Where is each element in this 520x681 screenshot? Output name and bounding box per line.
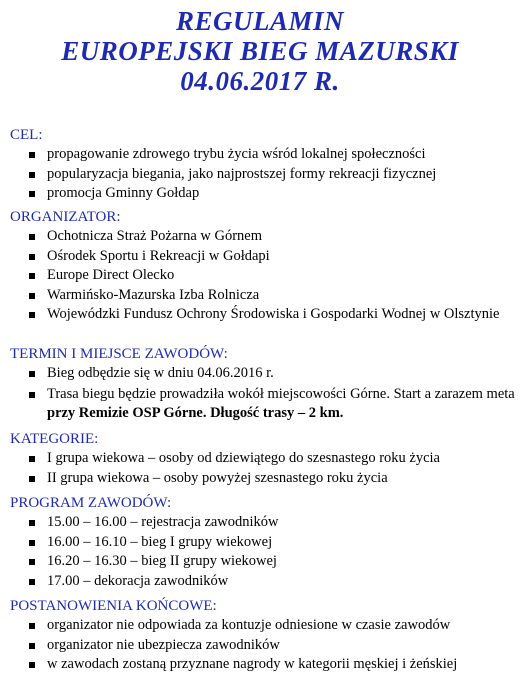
list-item-text: 15.00 – 16.00 – rejestracja zawodników bbox=[47, 514, 279, 530]
list-item bbox=[10, 145, 515, 165]
list-item bbox=[10, 266, 515, 286]
list-item bbox=[10, 513, 515, 533]
section-kategorie bbox=[10, 430, 515, 488]
list-item-text: w zawodach zostaną przyznane nagrody w kategorii męskiej i żeńskiej bbox=[47, 656, 458, 672]
list-item-text: promocja Gminny Gołdap bbox=[47, 185, 200, 201]
list-item-text: Warmińsko-Mazurska Izba Rolnicza bbox=[47, 286, 260, 303]
bullet-icon bbox=[29, 540, 35, 546]
bullet-icon bbox=[29, 476, 35, 482]
bullet-icon bbox=[29, 172, 35, 178]
bullet-icon bbox=[29, 456, 35, 462]
list-item-text: II grupa wiekowa – osoby powyżej szesnastego roku życia bbox=[47, 469, 388, 486]
section-heading: PROGRAM ZAWODÓW: bbox=[10, 495, 172, 511]
list-item-text: Trasa biegu będzie prowadziła wokół miejscowości Górne. Start a zarazem meta bbox=[47, 385, 515, 402]
section-program bbox=[10, 494, 515, 591]
bullet-icon bbox=[29, 392, 35, 398]
list-item bbox=[10, 385, 515, 424]
bullet-list bbox=[10, 616, 515, 675]
section-postanowienia bbox=[10, 597, 515, 675]
list-item-text: Bieg odbędzie się w dniu 04.06.2016 r. bbox=[47, 365, 274, 381]
list-item bbox=[10, 165, 515, 185]
list-item-text: propagowanie zdrowego trybu życia wśród lokalnej społeczności bbox=[47, 146, 426, 162]
list-item bbox=[10, 572, 515, 592]
list-item bbox=[10, 655, 515, 675]
list-item-text: Europe Direct Olecko bbox=[47, 267, 175, 283]
bullet-icon bbox=[29, 191, 35, 197]
list-item bbox=[10, 636, 515, 656]
bullet-icon bbox=[29, 234, 35, 240]
bullet-list bbox=[10, 227, 515, 325]
title-line-1: REGULAMIN bbox=[175, 6, 345, 36]
bullet-icon bbox=[29, 643, 35, 649]
list-item bbox=[10, 533, 515, 553]
list-item-text: 16.00 – 16.10 – bieg I grupy wiekowej bbox=[47, 533, 273, 550]
section-cel bbox=[10, 126, 515, 204]
bullet-icon bbox=[29, 623, 35, 629]
bullet-icon bbox=[29, 520, 35, 526]
bullet-icon bbox=[29, 559, 35, 565]
bullet-icon bbox=[29, 371, 35, 377]
title-line-2: EUROPEJSKI BIEG MAZURSKI bbox=[61, 36, 459, 66]
bullet-icon bbox=[29, 152, 35, 158]
title-line-3: 04.06.2017 R. bbox=[180, 66, 340, 96]
section-heading: ORGANIZATOR: bbox=[10, 209, 121, 225]
bullet-list bbox=[10, 513, 515, 591]
list-item bbox=[10, 552, 515, 572]
list-item bbox=[10, 184, 515, 204]
list-item-text: organizator nie ubezpiecza zawodników bbox=[47, 636, 280, 653]
bullet-icon bbox=[29, 293, 35, 299]
list-item-text: I grupa wiekowa – osoby od dziewiątego do szesnastego roku życia bbox=[47, 450, 440, 466]
list-item bbox=[10, 227, 515, 247]
bullet-icon bbox=[29, 254, 35, 260]
list-item-text: Ośrodek Sportu i Rekreacji w Gołdapi bbox=[47, 247, 270, 264]
list-item bbox=[10, 364, 515, 384]
bullet-list bbox=[10, 364, 515, 424]
list-item bbox=[10, 286, 515, 306]
list-item-text: organizator nie odpowiada za kontuzje odniesione w czasie zawodów bbox=[47, 617, 451, 633]
list-item-text: Wojewódzki Fundusz Ochrony Środowiska i Gospodarki Wodnej w Olsztynie bbox=[47, 306, 500, 322]
list-item bbox=[10, 616, 515, 636]
bullet-list bbox=[10, 449, 515, 488]
section-heading: KATEGORIE: bbox=[10, 431, 99, 447]
section-heading: POSTANOWIENIA KOŃCOWE: bbox=[10, 598, 217, 614]
section-heading: TERMIN I MIEJSCE ZAWODÓW: bbox=[10, 346, 228, 362]
list-item bbox=[10, 305, 515, 325]
list-item-text: Ochotnicza Straż Pożarna w Górnem bbox=[47, 228, 263, 244]
section-organizator bbox=[10, 208, 515, 325]
list-item bbox=[10, 469, 515, 489]
bullet-icon bbox=[29, 579, 35, 585]
list-item-text: 16.20 – 16.30 – bieg II grupy wiekowej bbox=[47, 553, 277, 569]
bullet-icon bbox=[29, 312, 35, 318]
bullet-icon bbox=[29, 662, 35, 668]
section-termin bbox=[10, 345, 515, 424]
list-item bbox=[10, 247, 515, 267]
list-item-text-continued: przy Remizie OSP Górne. Długość trasy – 2 km. bbox=[47, 405, 344, 421]
section-heading: CEL: bbox=[10, 127, 43, 143]
bullet-icon bbox=[29, 273, 35, 279]
list-item-text: 17.00 – dekoracja zawodników bbox=[47, 572, 229, 589]
bullet-list bbox=[10, 145, 515, 204]
list-item-text: popularyzacja biegania, jako najprostszej formy rekreacji fizycznej bbox=[47, 165, 437, 182]
list-item bbox=[10, 449, 515, 469]
